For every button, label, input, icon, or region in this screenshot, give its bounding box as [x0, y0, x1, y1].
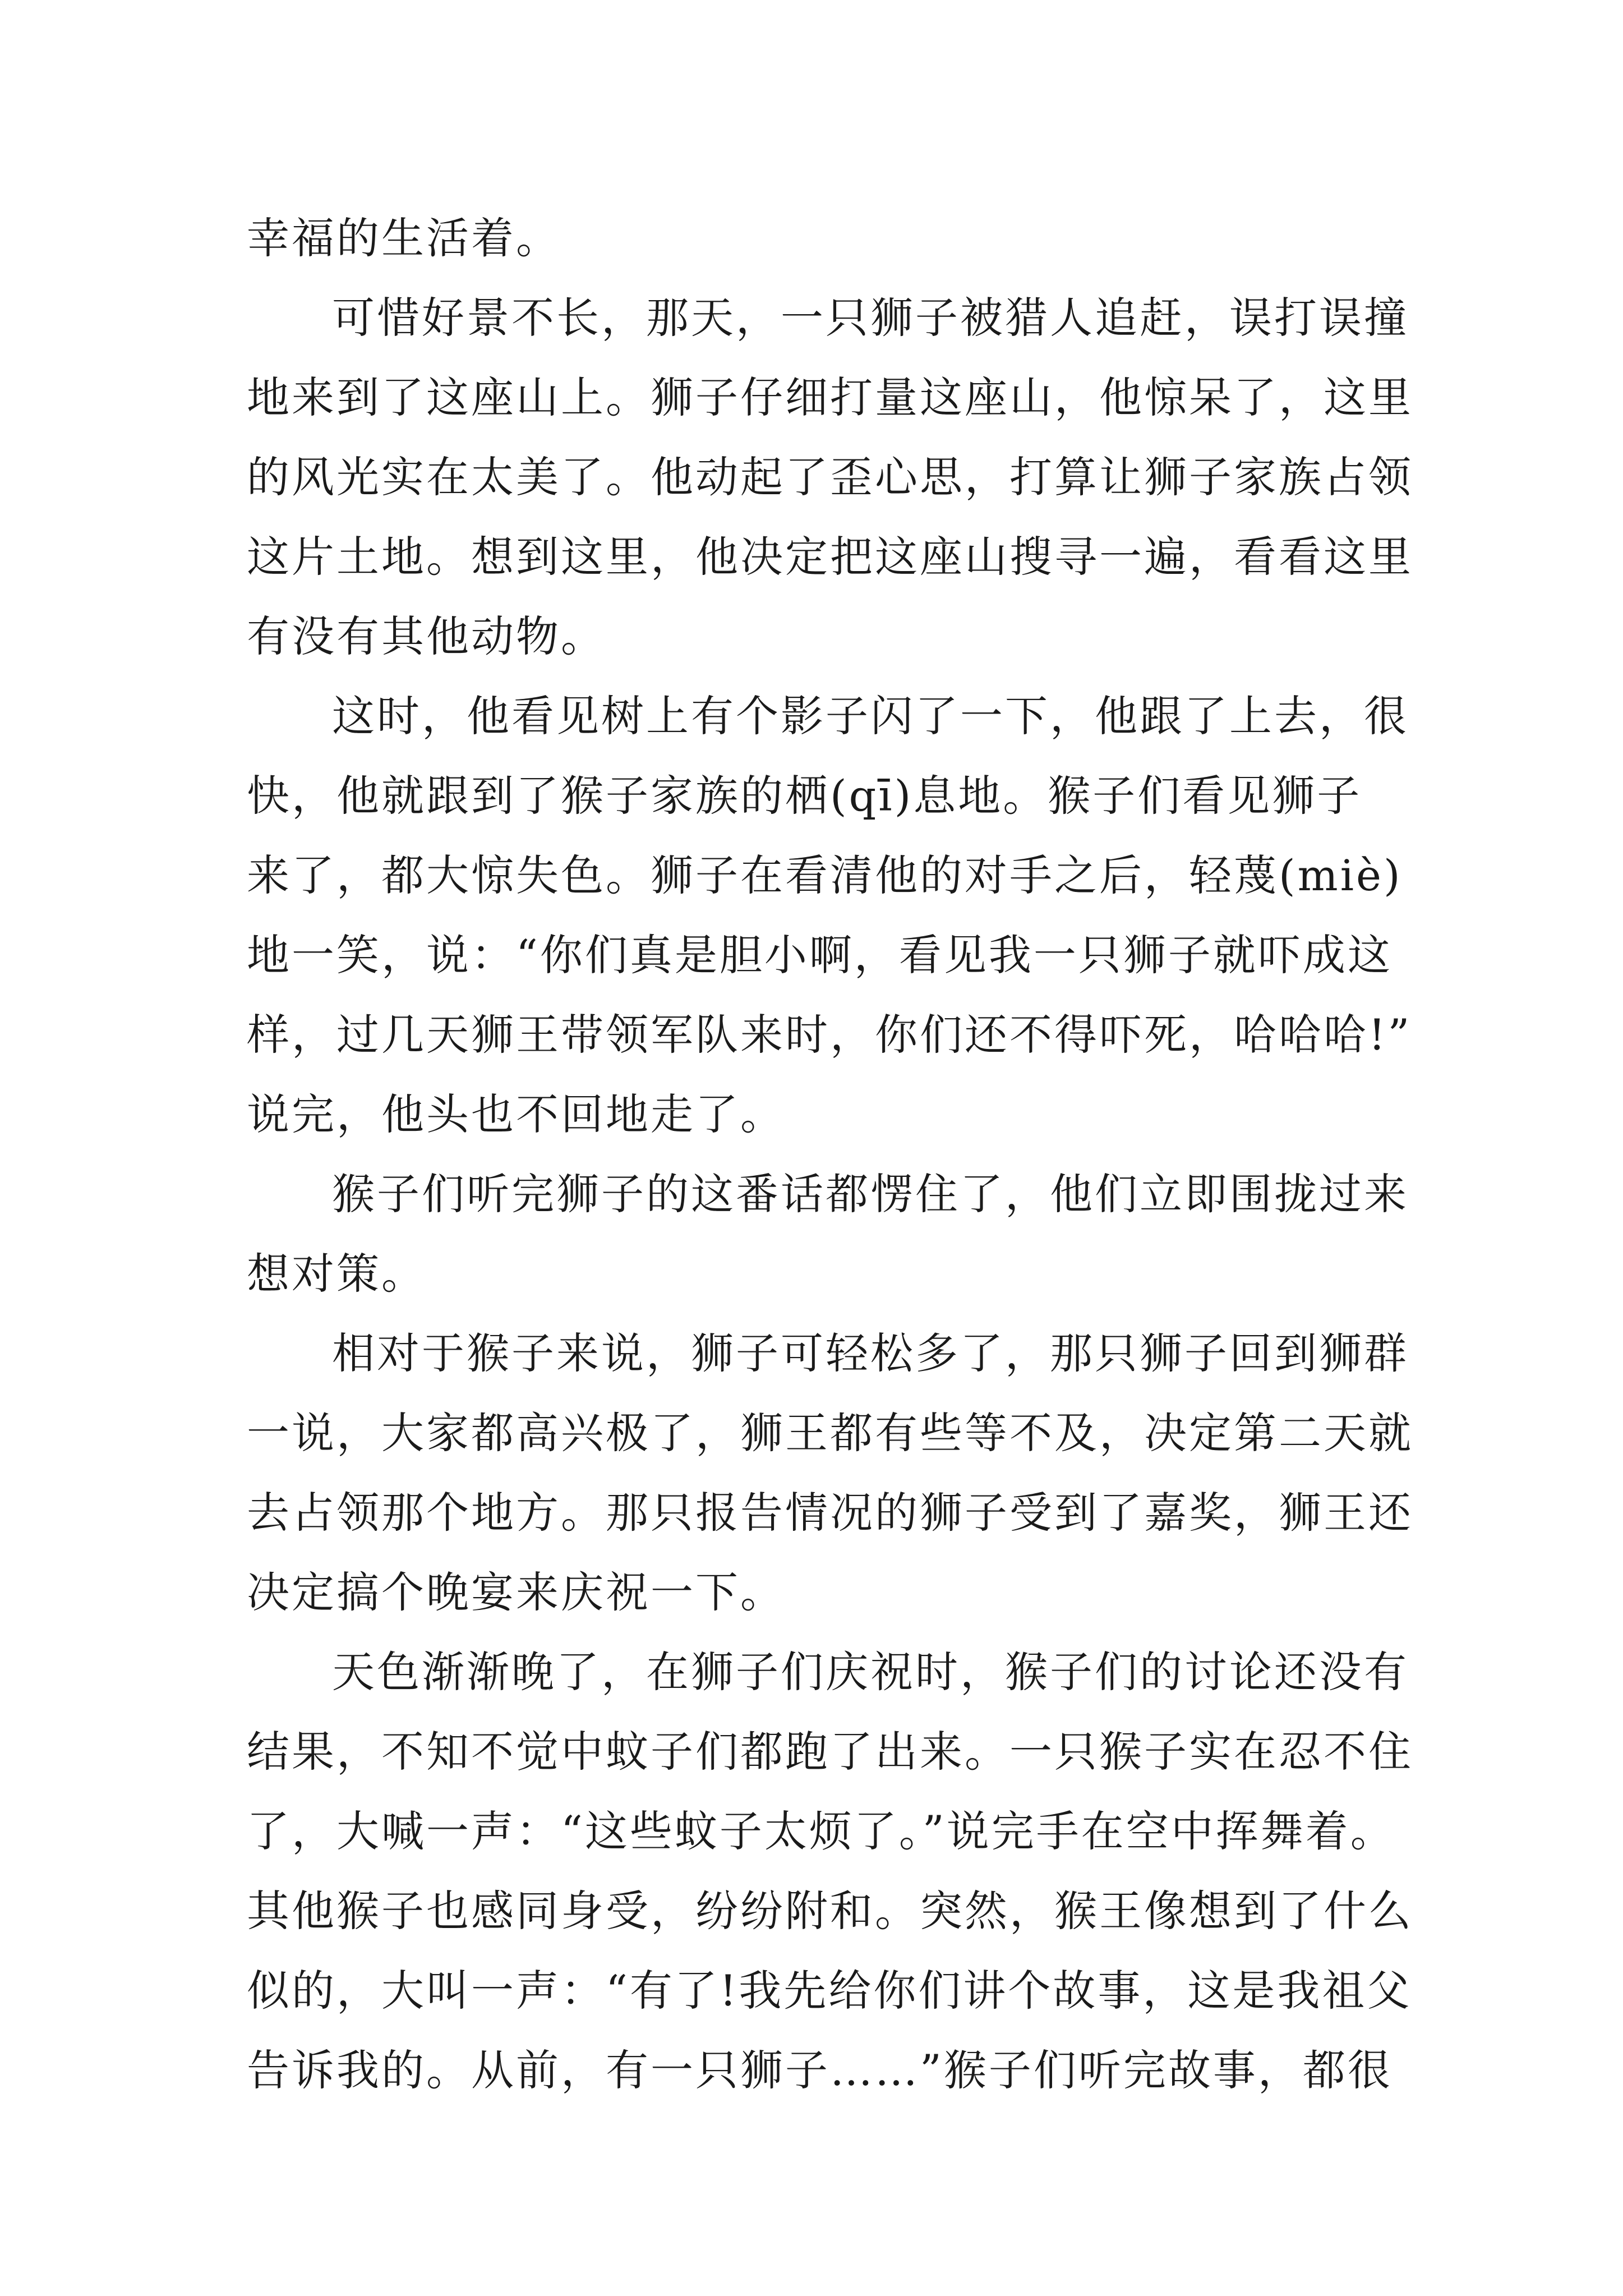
text-line: 来了，都大惊失色。狮子在看清他的对手之后，轻蔑(miè) [247, 850, 1403, 900]
paragraph-start-line: 相对于猴子来说，狮子可轻松多了，那只狮子回到狮群 [332, 1328, 1409, 1378]
text-line: 决定搞个晚宴来庆祝一下。 [247, 1567, 785, 1617]
text-line: 结果，不知不觉中蚊子们都跑了出来。一只猴子实在忍不住 [247, 1727, 1413, 1777]
text-line: 去占领那个地方。那只报告情况的狮子受到了嘉奖，狮王还 [247, 1488, 1413, 1538]
paragraph-start-line: 这时，他看见树上有个影子闪了一下，他跟了上去，很 [332, 691, 1409, 741]
text-line: 地一笑，说：“你们真是胆小啊，看见我一只狮子就吓成这 [247, 930, 1393, 980]
text-line: 说完，他头也不回地走了。 [247, 1089, 785, 1139]
paragraph-start-line: 可惜好景不长，那天，一只狮子被猎人追赶，误打误撞 [332, 293, 1409, 343]
text-line: 一说，大家都高兴极了，狮王都有些等不及，决定第二天就 [247, 1408, 1413, 1458]
text-line: 了，大喊一声：“这些蚊子太烦了。”说完手在空中挥舞着。 [247, 1806, 1395, 1856]
text-line: 的风光实在太美了。他动起了歪心思，打算让狮子家族占领 [247, 452, 1413, 502]
paragraph-start-line: 天色渐渐晚了，在狮子们庆祝时，猴子们的讨论还没有 [332, 1647, 1409, 1697]
text-line: 似的，大叫一声：“有了!我先给你们讲个故事，这是我祖父 [247, 1966, 1412, 2016]
text-line: 想对策。 [247, 1249, 426, 1299]
text-line: 有没有其他动物。 [247, 611, 606, 661]
text-line: 地来到了这座山上。狮子仔细打量这座山，他惊呆了，这里 [247, 372, 1413, 422]
text-line: 样，过几天狮王带领军队来时，你们还不得吓死，哈哈哈!” [247, 1010, 1412, 1060]
text-line: 其他猴子也感同身受，纷纷附和。突然，猴王像想到了什么 [247, 1886, 1413, 1936]
text-line: 快，他就跟到了猴子家族的栖(qī)息地。猴子们看见狮子 [247, 771, 1362, 821]
text-line: 告诉我的。从前，有一只狮子……”猴子们听完故事，都很 [247, 2045, 1393, 2095]
paragraph-start-line: 猴子们听完狮子的这番话都愣住了，他们立即围拢过来 [332, 1169, 1409, 1219]
text-line: 这片土地。想到这里，他决定把这座山搜寻一遍，看看这里 [247, 532, 1413, 582]
text-line: 幸福的生活着。 [247, 213, 561, 263]
